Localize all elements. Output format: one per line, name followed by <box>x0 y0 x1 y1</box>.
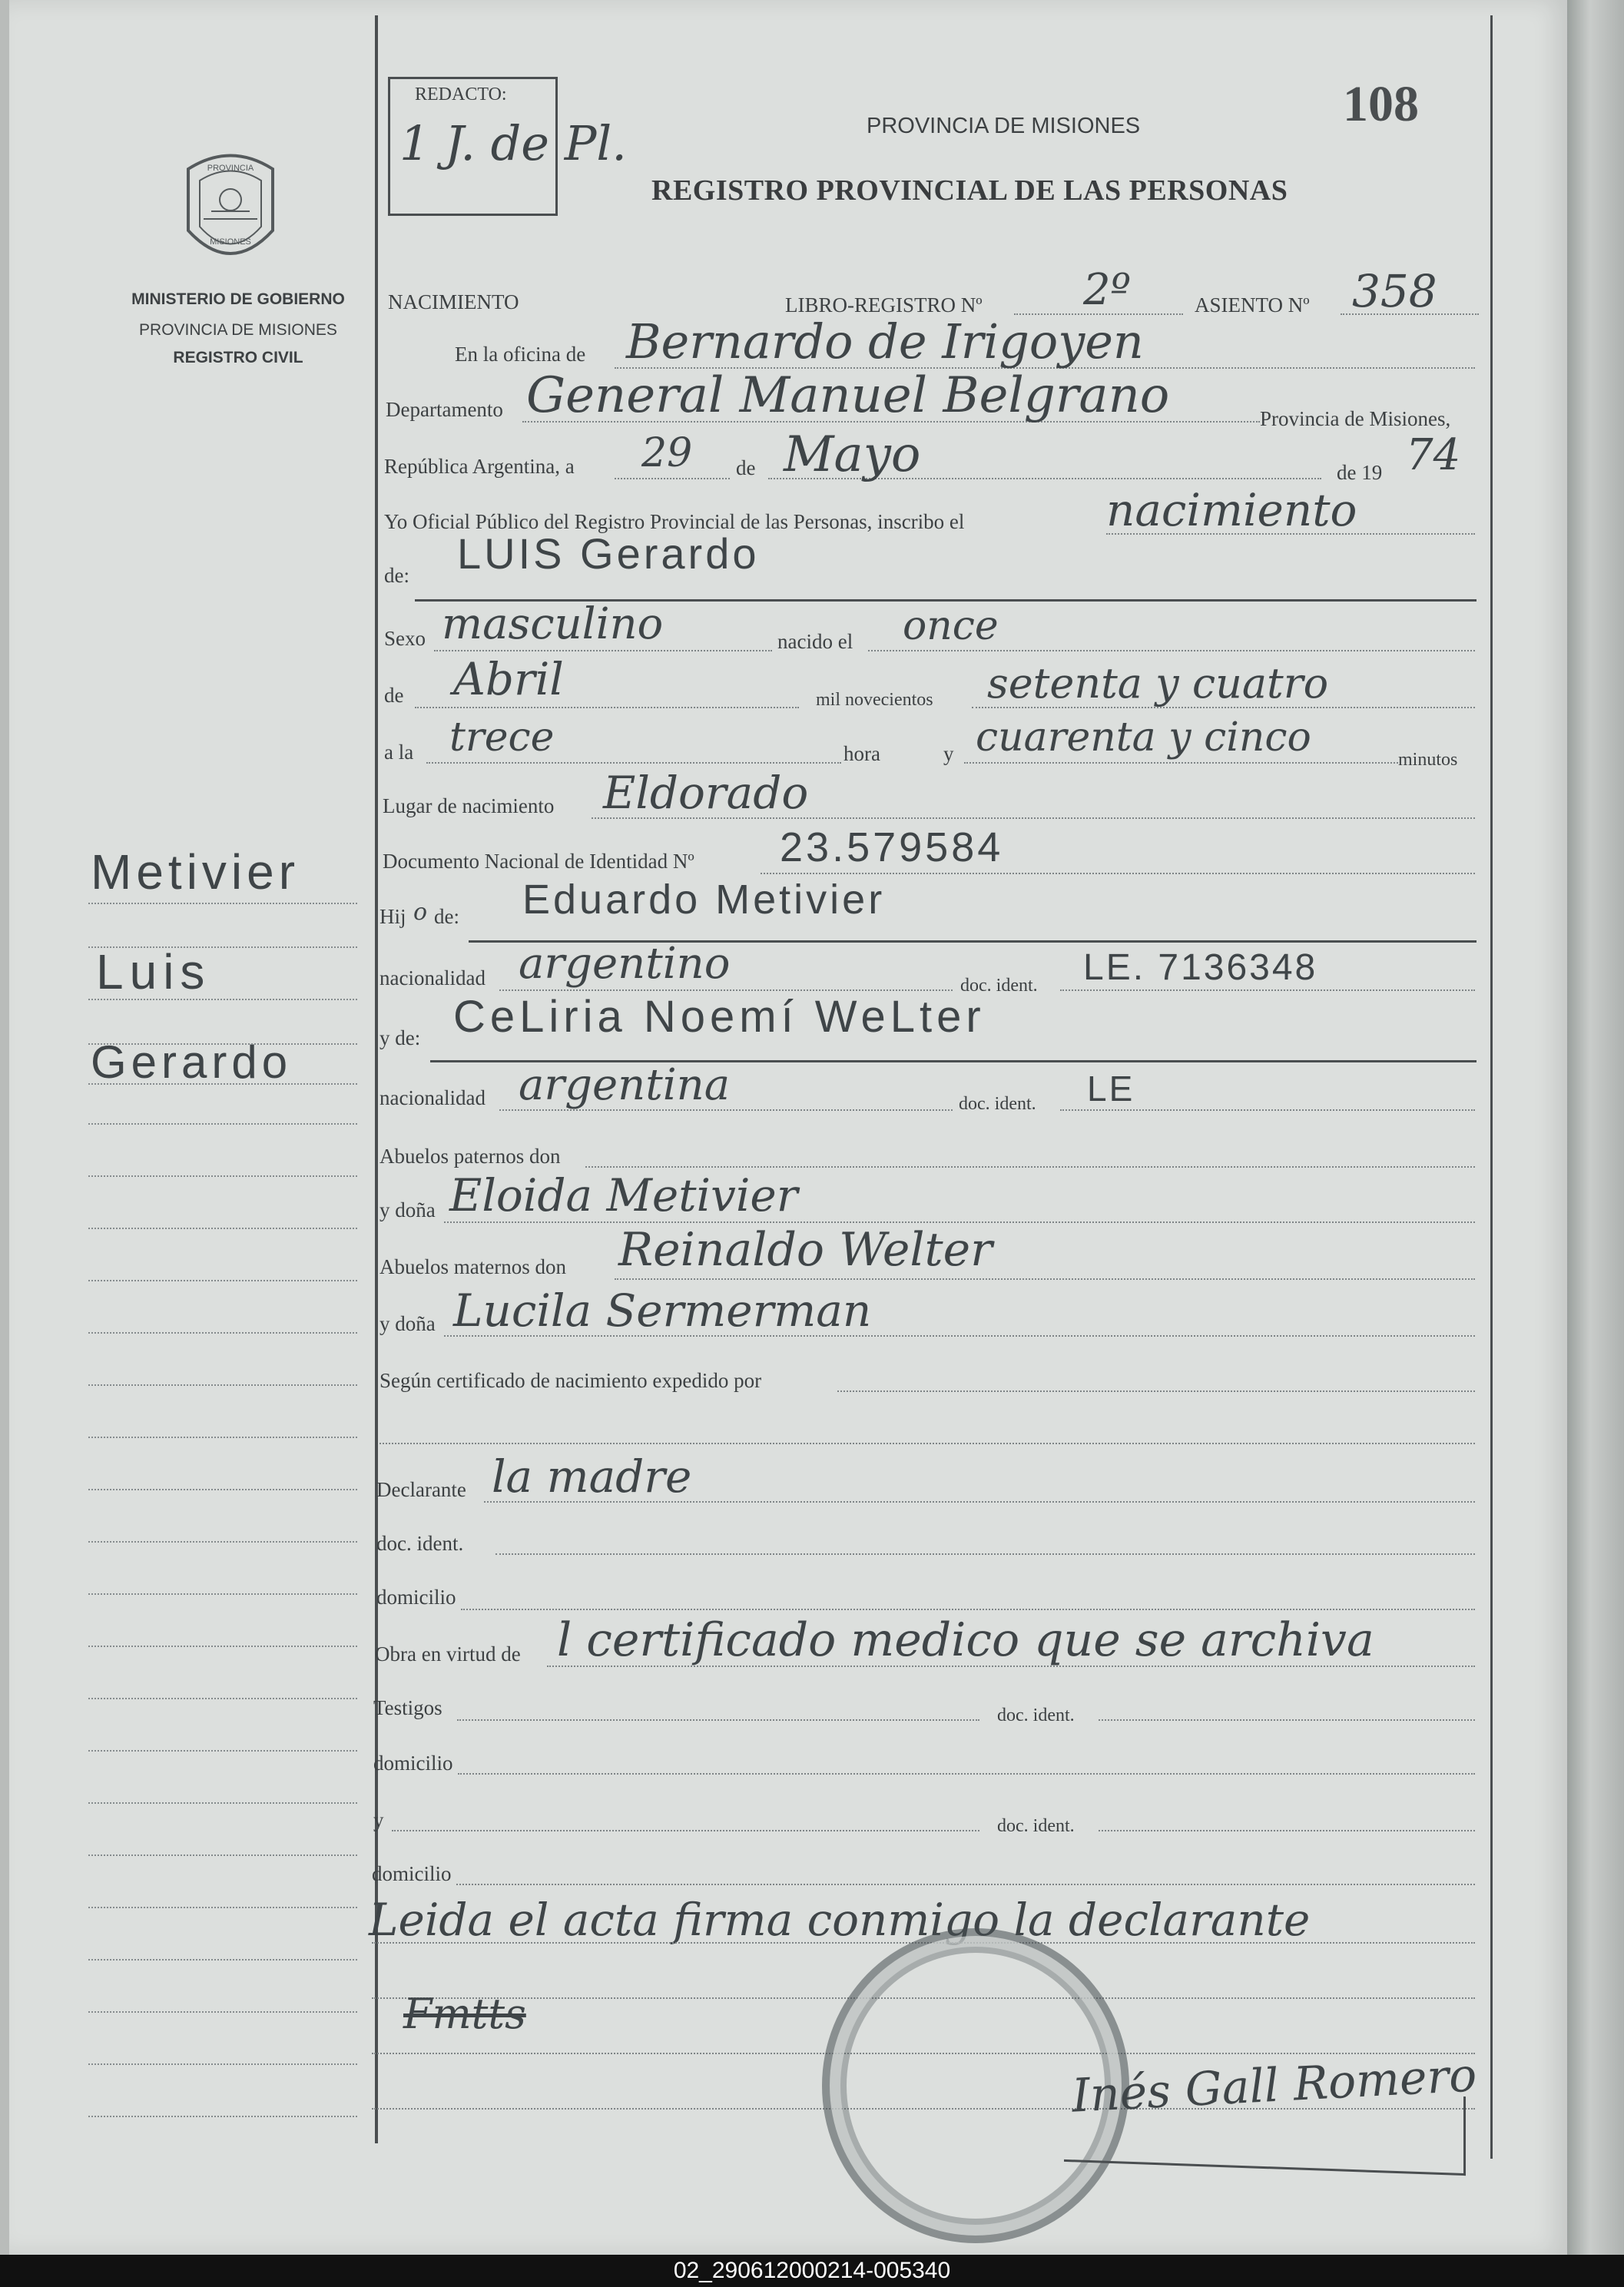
label-doc-testigo2: doc. ident. <box>997 1816 1075 1836</box>
label-doc-padre: doc. ident. <box>960 976 1038 996</box>
ministry-province: PROVINCIA DE MISIONES <box>139 321 337 339</box>
value-doc-madre: LE <box>1087 1069 1135 1109</box>
label-lugar: Lugar de nacimiento <box>383 794 555 817</box>
value-asiento: 358 <box>1352 265 1437 317</box>
value-padre: Eduardo Metivier <box>522 877 886 923</box>
value-nombre: LUIS Gerardo <box>457 529 760 578</box>
label-minutos: minutos <box>1398 750 1458 770</box>
label-asiento: ASIENTO Nº <box>1195 293 1310 317</box>
scan-id-bar <box>0 2255 1624 2287</box>
scan-id-text: 02_290612000214-005340 <box>673 2258 951 2283</box>
value-doc-padre: LE. 7136348 <box>1083 947 1318 988</box>
value-libro: 2º <box>1083 265 1131 315</box>
value-anio: 74 <box>1406 430 1461 480</box>
label-abuelos-paternos: Abuelos paternos don <box>379 1145 561 1168</box>
book-spine <box>1567 0 1624 2255</box>
value-dni: 23.579584 <box>780 824 1004 870</box>
value-leida: Leida el acta firma conmigo la declarante <box>369 1894 1311 1946</box>
value-tipo: nacimiento <box>1106 484 1357 536</box>
label-doc-madre: doc. ident. <box>959 1094 1036 1114</box>
margin-given1: Luis <box>96 944 211 999</box>
label-oficina: En la oficina de <box>455 343 586 366</box>
label-y-dona-paterna: y doña <box>379 1198 436 1221</box>
value-nac-padre: argentino <box>519 939 731 989</box>
value-oficina: Bernardo de Irigoyen <box>626 313 1144 370</box>
label-de-mes: de <box>736 456 756 479</box>
civil-registry-title: REGISTRO CIVIL <box>173 349 303 366</box>
value-dia: 29 <box>641 430 693 476</box>
label-testigos: Testigos <box>373 1696 442 1719</box>
label-de-nombre: de: <box>384 564 409 587</box>
label-oficial: Yo Oficial Público del Registro Provincial de las Personas, inscribo el <box>384 510 965 533</box>
label-abuelos-maternos: Abuelos maternos don <box>379 1255 566 1278</box>
registry-title: REGISTRO PROVINCIAL DE LAS PERSONAS <box>651 174 1288 207</box>
label-domicilio-testigo2: domicilio <box>372 1862 452 1885</box>
label-nacimiento: NACIMIENTO <box>388 290 519 313</box>
redacto-label: REDACTO: <box>415 85 507 104</box>
page-number: 108 <box>1343 76 1419 132</box>
label-de-mes-nac: de <box>384 684 404 707</box>
value-nacido: once <box>903 603 999 649</box>
value-abuela-paterna: Eloida Metivier <box>449 1169 798 1221</box>
label-hijo-de: de: <box>434 905 459 928</box>
label-departamento: Departamento <box>386 398 503 421</box>
label-hijo: Hij <box>379 905 406 928</box>
label-hora: hora <box>843 742 880 765</box>
margin-given2: Gerardo <box>91 1036 293 1088</box>
label-sexo: Sexo <box>384 627 426 650</box>
label-y-dona-materna: y doña <box>379 1312 436 1335</box>
value-mes-nac: Abril <box>453 653 564 705</box>
provincial-seal-icon <box>173 146 288 277</box>
right-border <box>1490 15 1493 2159</box>
label-y-minutos: y <box>943 742 954 765</box>
label-libro: LIBRO-REGISTRO Nº <box>785 293 983 317</box>
label-mil: mil novecientos <box>816 690 933 710</box>
label-obra: Obra en virtud de <box>375 1642 521 1666</box>
margin-surname: Metivier <box>91 844 300 900</box>
label-nac-madre: nacionalidad <box>379 1086 486 1109</box>
value-departamento: General Manuel Belgrano <box>526 367 1170 424</box>
label-domicilio-declarante: domicilio <box>376 1586 456 1609</box>
seal-bottom-text: MISIONES <box>210 237 251 247</box>
label-segun: Según certificado de nacimiento expedido por <box>379 1369 762 1392</box>
province-title: PROVINCIA DE MISIONES <box>867 114 1141 138</box>
value-sexo: masculino <box>442 599 664 649</box>
label-declarante: Declarante <box>376 1478 466 1501</box>
signature-official: Inés Gall Romero <box>1070 2048 1478 2123</box>
value-nac-madre: argentina <box>519 1060 731 1110</box>
value-anio-nac: setenta y cuatro <box>987 659 1329 708</box>
label-dni: Documento Nacional de Identidad Nº <box>383 850 694 873</box>
label-republica: República Argentina, a <box>384 455 575 478</box>
value-minutos: cuarenta y cinco <box>976 714 1311 761</box>
ministry-title: MINISTERIO DE GOBIERNO <box>131 290 345 308</box>
label-nac-padre: nacionalidad <box>379 966 486 989</box>
value-obra: l certificado medico que se archiva <box>557 1613 1374 1667</box>
value-hora: trece <box>449 714 555 761</box>
value-hijo-suffix: o <box>413 899 428 926</box>
value-lugar: Eldorado <box>603 767 809 819</box>
label-provincia: Provincia de Misiones, <box>1260 407 1451 430</box>
label-doc-testigo1: doc. ident. <box>997 1705 1075 1725</box>
value-abuela-materna: Lucila Sermerman <box>453 1284 872 1337</box>
redacto-value: 1 J. de Pl. <box>399 115 627 171</box>
value-mes: Mayo <box>784 426 921 483</box>
label-y-de: y de: <box>379 1026 421 1049</box>
signature-declarante: Fmtts <box>403 1990 526 2038</box>
label-doc-declarante: doc. ident. <box>376 1532 464 1555</box>
label-de-year: de 19 <box>1337 461 1383 484</box>
label-a-la: a la <box>384 741 414 764</box>
value-declarante: la madre <box>492 1450 692 1503</box>
label-domicilio-testigo1: domicilio <box>373 1752 453 1775</box>
label-nacido: nacido el <box>777 630 853 653</box>
value-madre: CeLiria Noemí WeLter <box>453 992 986 1042</box>
value-abuelo-materno: Reinaldo Welter <box>618 1223 993 1277</box>
seal-top-text: PROVINCIA <box>207 164 254 173</box>
label-y-testigo2: y <box>373 1808 384 1831</box>
